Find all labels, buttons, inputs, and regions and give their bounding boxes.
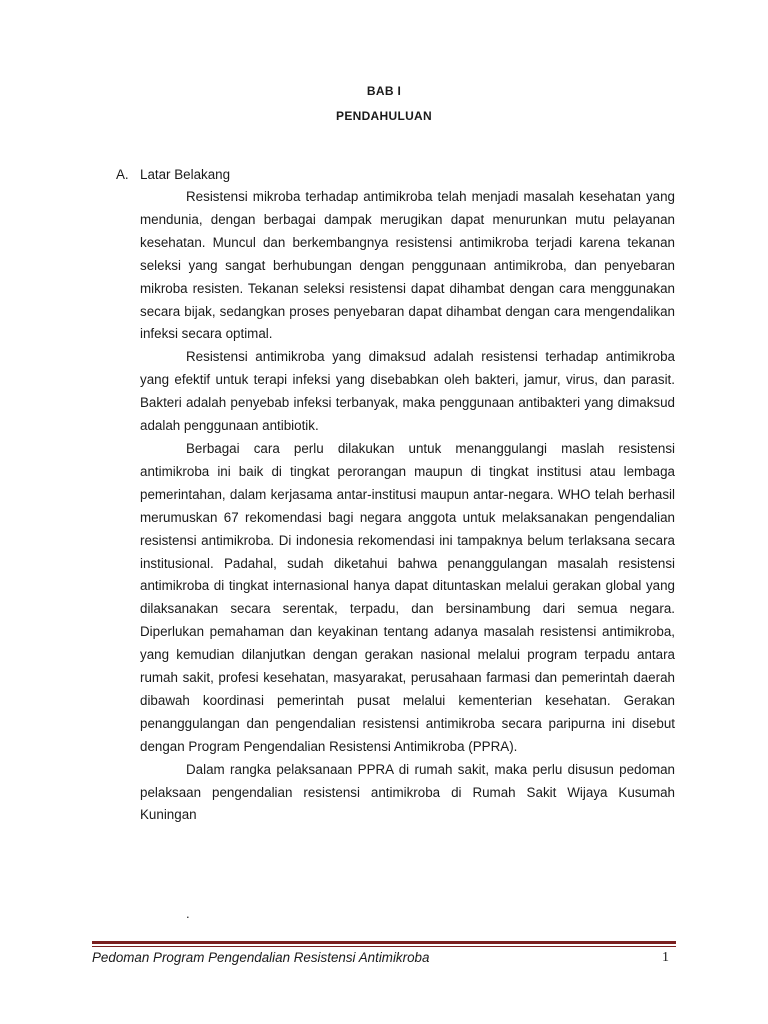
- chapter-title: PENDAHULUAN: [336, 109, 432, 123]
- paragraph-3: Berbagai cara perlu dilakukan untuk menanggulangi maslah resistensi antimikroba ini baik di tingkat perorangan maupun di tingkat institusi atau lembaga pemerintahan, dalam kerjasama antar-institusi maupun antar-negara. WHO telah berhasil merumuskan 67 rekomendasi bagi negara anggota untuk melaksanakan pengendalian resistensi antimikroba. Di indonesia rekomendasi ini tampaknya belum terlaksana secara institusional. Padahal, sudah diketahui bahwa penanggulangan masalah resistensi antimikroba di tingkat internasional hanya dapat dituntaskan melalui gerakan global yang dilaksanakan secara serentak, terpadu, dan bersinambung dari semua negara. Diperlukan pemahaman dan keyakinan tentang adanya masalah resistensi antimikroba, yang kemudian dilanjutkan dengan gerakan nasional melalui program terpadu antara rumah sakit, profesi kesehatan, masyarakat, perusahaan farmasi dan pemerintah daerah dibawah koordinasi pemerintah pusat melalui kementerian kesehatan. Gerakan penanggulangan dan pengendalian resistensi antimikroba secara paripurna ini disebut dengan Program Pengendalian Resistensi Antimikroba (PPRA).: [140, 440, 675, 754]
- section-letter: A.: [116, 167, 129, 182]
- paragraph-2: Resistensi antimikroba yang dimaksud adalah resistensi terhadap antimikroba yang efektif untuk terapi infeksi yang disebabkan oleh bakteri, jamur, virus, dan parasit. Bakteri adalah penyebab infeksi terbanyak, maka penggunaan antibakteri yang dimaksud adalah penggunaan antibiotik.: [140, 349, 675, 434]
- section-heading: [116, 167, 230, 182]
- body-text: [140, 186, 675, 827]
- footer-title: Pedoman Program Pengendalian Resistensi Antimikroba: [92, 950, 430, 965]
- page-number: 1: [662, 950, 669, 965]
- section-title: Latar Belakang: [140, 167, 231, 182]
- paragraph-1: Resistensi mikroba terhadap antimikroba telah menjadi masalah kesehatan yang mendunia, dengan berbagai dampak merugikan dapat menurunkan mutu pelayanan kesehatan. Muncul dan berkembangnya resistensi antimikroba terjadi karena tekanan seleksi yang sangat berhubungan dengan penggunaan antimikroba, dan penyebaran mikroba resisten. Tekanan seleksi resistensi dapat dihambat dengan cara menggunakan secara bijak, sedangkan proses penyebaran dapat dihambat dengan cara mengendalikan infeksi secara optimal.: [140, 189, 675, 342]
- chapter-heading: BAB I: [366, 84, 402, 98]
- footer-rule-thin: [92, 946, 676, 947]
- footer-rule-thick: [92, 941, 676, 944]
- paragraph-4: Dalam rangka pelaksanaan PPRA di rumah sakit, maka perlu disusun pedoman pelaksaan pengendalian resistensi antimikroba di Rumah Sakit Wijaya Kusumah Kuningan: [140, 761, 675, 823]
- trailing-mark: .: [186, 906, 190, 921]
